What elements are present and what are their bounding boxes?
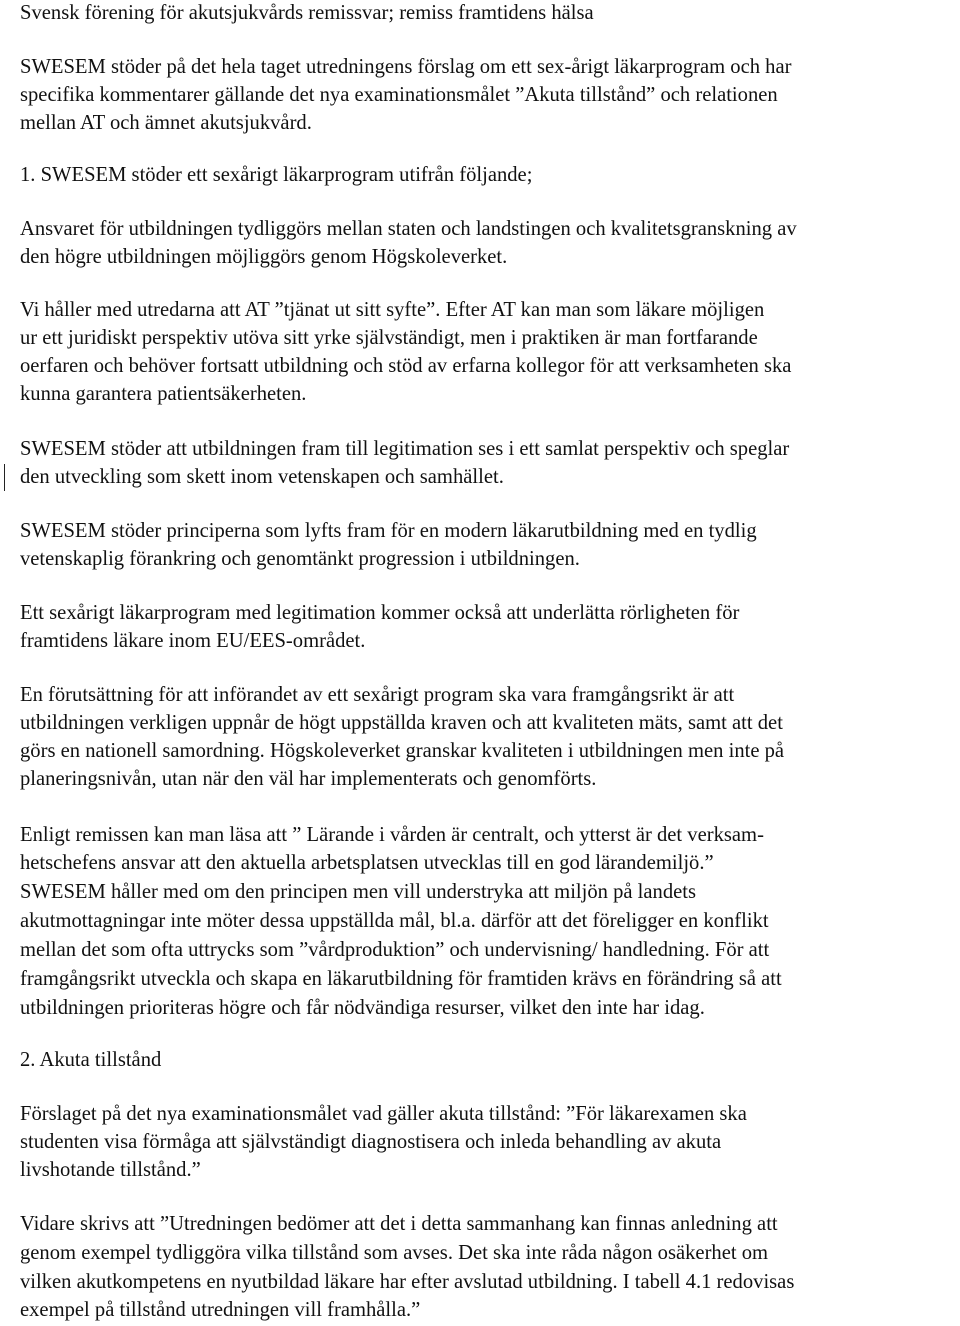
paragraph-line: oerfaren och behöver fortsatt utbildning och stöd av erfarna kollegor för att verksamheten ska xyxy=(20,355,792,377)
paragraph-line: studenten visa förmåga att självständigt diagnostisera och inleda behandling av akuta xyxy=(20,1131,722,1153)
paragraph-line: vilken akutkompetens en nyutbildad läkare har efter avslutad utbildning. I tabell 4.1 redovisas xyxy=(20,1271,795,1293)
intro-line: mellan AT och ämnet akutsjukvård. xyxy=(20,112,312,134)
paragraph-line: SWESEM stöder att utbildningen fram till legitimation ses i ett samlat perspektiv och speglar xyxy=(20,438,790,460)
document-title: Svensk förening för akutsjukvårds remissvar; remiss framtidens hälsa xyxy=(20,2,594,24)
paragraph-line: hetschefens ansvar att den aktuella arbetsplatsen utvecklas till en god lärandemiljö.” xyxy=(20,852,714,874)
section-1-heading: 1. SWESEM stöder ett sexårigt läkarprogram utifrån följande; xyxy=(20,164,533,186)
paragraph-line: utbildningen prioriteras högre och får nödvändiga resurser, vilket den inte har idag. xyxy=(20,997,705,1019)
revision-change-bar xyxy=(4,464,5,491)
paragraph-line: utbildningen verkligen uppnår de högt uppställda kraven och att kvaliteten mäts, samt att det xyxy=(20,712,783,734)
paragraph-line: kunna garantera patientsäkerheten. xyxy=(20,383,307,405)
paragraph-line: Vidare skrivs att ”Utredningen bedömer att det i detta sammanhang kan finnas anledning att xyxy=(20,1213,778,1235)
paragraph-line: Ansvaret för utbildningen tydliggörs mellan staten och landstingen och kvalitetsgranskning av xyxy=(20,218,797,240)
paragraph-line: planeringsnivån, utan när den väl har implementerats och genomförts. xyxy=(20,768,597,790)
paragraph-line: En förutsättning för att införandet av ett sexårigt program ska vara framgångsrikt är att xyxy=(20,684,735,706)
paragraph-line: Enligt remissen kan man läsa att ” Lärande i vården är centralt, och ytterst är det verksam- xyxy=(20,824,764,846)
paragraph-line: livshotande tillstånd.” xyxy=(20,1159,201,1181)
paragraph-line: akutmottagningar inte möter dessa uppställda mål, bl.a. därför att det föreligger en konflikt xyxy=(20,910,769,932)
paragraph-line: Ett sexårigt läkarprogram med legitimation kommer också att underlätta rörligheten för xyxy=(20,602,740,624)
paragraph-line: vetenskaplig förankring och genomtänkt progression i utbildningen. xyxy=(20,548,580,570)
paragraph-line: den högre utbildningen möjliggörs genom Högskoleverket. xyxy=(20,246,508,268)
intro-line: specifika kommentarer gällande det nya examinationsmålet ”Akuta tillstånd” och relationen xyxy=(20,84,778,106)
paragraph-line: den utveckling som skett inom vetenskapen och samhället. xyxy=(20,466,504,488)
paragraph-line: framgångsrikt utveckla och skapa en läkarutbildning för framtiden krävs en förändring så att xyxy=(20,968,782,990)
paragraph-line: Vi håller med utredarna att AT ”tjänat ut sitt syfte”. Efter AT kan man som läkare möjligen xyxy=(20,299,765,321)
paragraph-line: ur ett juridiskt perspektiv utöva sitt yrke självständigt, men i praktiken är man fortfarande xyxy=(20,327,758,349)
section-2-heading: 2. Akuta tillstånd xyxy=(20,1049,162,1071)
paragraph-line: mellan det som ofta uttrycks som ”vårdproduktion” och undervisning/ handledning. För att xyxy=(20,939,770,961)
intro-line: SWESEM stöder på det hela taget utredningens förslag om ett sex-årigt läkarprogram och har xyxy=(20,56,792,78)
paragraph-line: SWESEM håller med om den principen men vill understryka att miljön på landets xyxy=(20,881,697,903)
paragraph-line: exempel på tillstånd utredningen vill framhålla.” xyxy=(20,1299,421,1321)
paragraph-line: Förslaget på det nya examinationsmålet vad gäller akuta tillstånd: ”För läkarexamen ska xyxy=(20,1103,747,1125)
paragraph-line: SWESEM stöder principerna som lyfts fram för en modern läkarutbildning med en tydlig xyxy=(20,520,757,542)
paragraph-line: görs en nationell samordning. Högskoleverket granskar kvaliteten i utbildningen men inte på xyxy=(20,740,785,762)
paragraph-line: genom exempel tydliggöra vilka tillstånd som avses. Det ska inte råda någon osäkerhet om xyxy=(20,1242,769,1264)
paragraph-line: framtidens läkare inom EU/EES-området. xyxy=(20,630,366,652)
